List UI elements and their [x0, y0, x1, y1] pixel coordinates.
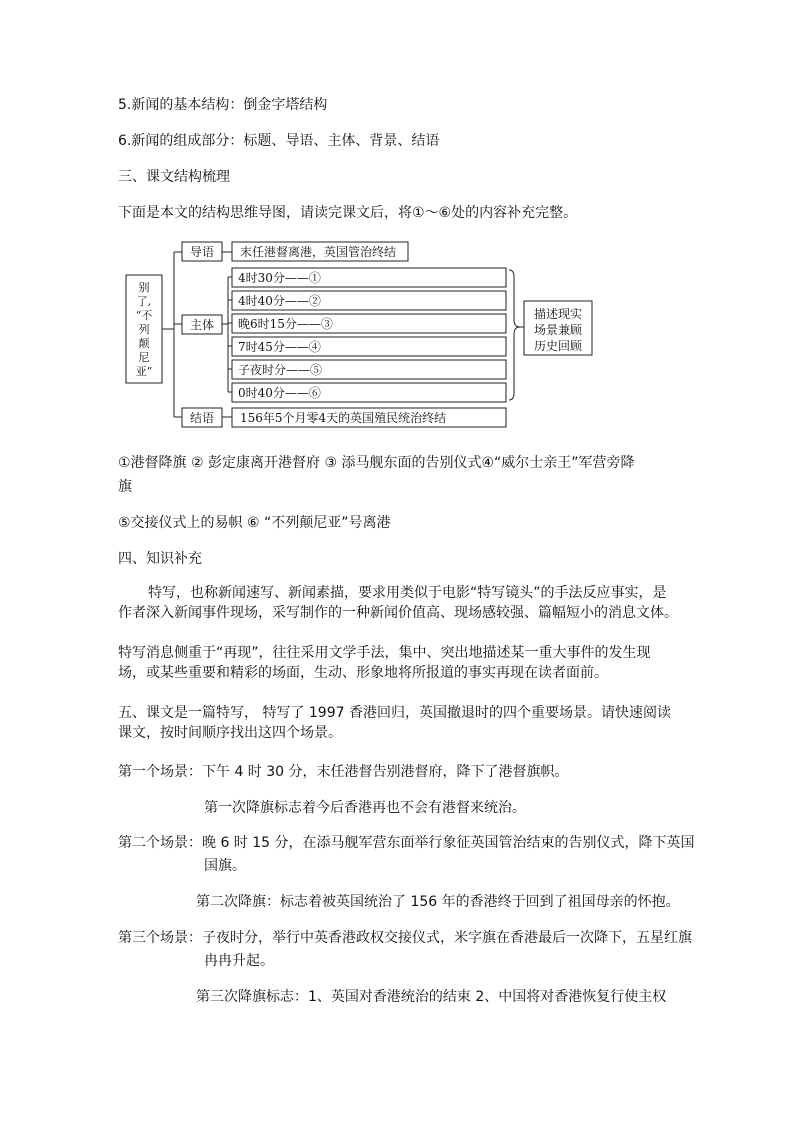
mindmap-side-text — [534, 306, 583, 353]
svg-text:历史回顾: 历史回顾 — [533, 339, 583, 353]
section-5-task: 五、课文是一篇特写， 特写了 1997 香港回归，英国撤退时的四个重要场景。请快速阅读课文，按时间顺序找出这四个场景。 — [118, 705, 671, 741]
mindmap-instruction: 下面是本文的结构思维导图，请读完课文后，将①～⑥处的内容补充完整。 — [118, 205, 578, 221]
scene-2-note: 第二次降旗：标志着被英国统治了 156 年的香港终于回到了祖国母亲的怀抱。 — [196, 894, 680, 910]
mindmap-item-3: 晚6时15分——③ — [238, 317, 333, 331]
section-3-heading: 三、课文结构梳理 — [118, 169, 230, 185]
scene-3-note: 第三次降旗标志：1、英国对香港统治的结束 2、中国将对香港恢复行使主权 — [196, 989, 667, 1005]
svg-text:了,: 了, — [136, 295, 152, 308]
scene-1: 第一个场景：下午 4 时 30 分，末任港督告别港督府，降下了港督旗帜。 — [118, 764, 569, 780]
svg-text:尼: 尼 — [138, 351, 150, 364]
svg-text:列: 列 — [138, 323, 150, 336]
scene-2: 第二个场景：晚 6 时 15 分，在添马舰军营东面举行象征英国管治结束的告别仪式，降下英国 — [118, 835, 695, 851]
mindmap-item-5: 子夜时分——⑤ — [238, 363, 323, 377]
scene-3: 第三个场景：子夜时分，举行中英香港政权交接仪式，米字旗在香港最后一次降下，五星红旗 — [118, 930, 692, 946]
svg-text:颠: 颠 — [138, 337, 150, 350]
paragraph-feature-definition: 特写，也称新闻速写、新闻素描，要求用类似于电影“特写镜头”的手法反应事实，是作者深入新闻事件现场，采写制作的一种新闻价值高、现场感较强、篇幅短小的消息文体。 — [118, 585, 678, 621]
mindmap-brace — [509, 270, 520, 400]
scene-1-note: 第一次降旗标志着今后香港再也不会有港督来统治。 — [204, 800, 526, 816]
answers-line-2: ⑤交接仪式上的易帜 ⑥ “不列颠尼亚”号离港 — [118, 515, 391, 531]
section-4-heading: 四、知识补充 — [118, 551, 202, 567]
mindmap-jieyu-label: 结语 — [189, 411, 215, 425]
line-news-structure: 5.新闻的基本结构：倒金字塔结构 — [118, 97, 328, 113]
scene-3-continued: 冉冉升起。 — [204, 953, 274, 969]
mindmap-item-4: 7时45分——④ — [238, 340, 321, 354]
answers-line-1b: 旗 — [118, 479, 132, 495]
answers-line-1: ①港督降旗 ② 彭定康离开港督府 ③ 添马舰东面的告别仪式④“威尔士亲王”军营旁降 — [118, 455, 635, 471]
mindmap-item-2: 4时40分——② — [238, 294, 321, 308]
svg-text:“不: “不 — [135, 309, 153, 322]
mindmap-item-1: 4时30分——① — [238, 271, 321, 285]
mindmap-jieyu-content: 156年5个月零4天的英国殖民统治终结 — [240, 411, 447, 425]
svg-text:场景兼顾: 场景兼顾 — [533, 323, 583, 337]
structure-mindmap — [118, 235, 618, 435]
line-news-parts: 6.新闻的组成部分：标题、导语、主体、背景、结语 — [118, 133, 440, 149]
svg-text:亚”: 亚” — [135, 365, 153, 378]
svg-text:描述现实: 描述现实 — [533, 307, 583, 321]
mindmap-item-6: 0时40分——⑥ — [238, 386, 321, 400]
paragraph-feature-emphasis: 特写消息侧重于“再现”，往往采用文学手法，集中、突出地描述某一重大事件的发生现场，或某些重要和精彩的场面，生动、形象地将所报道的事实再现在读者面前。 — [118, 645, 651, 681]
svg-text:别: 别 — [138, 281, 150, 294]
mindmap-daoyu-content: 末任港督离港，英国管治终结 — [240, 245, 397, 259]
mindmap-zhuti-label: 主体 — [189, 318, 215, 332]
scene-2-continued: 国旗。 — [204, 858, 246, 874]
mindmap-daoyu-label: 导语 — [189, 245, 215, 259]
